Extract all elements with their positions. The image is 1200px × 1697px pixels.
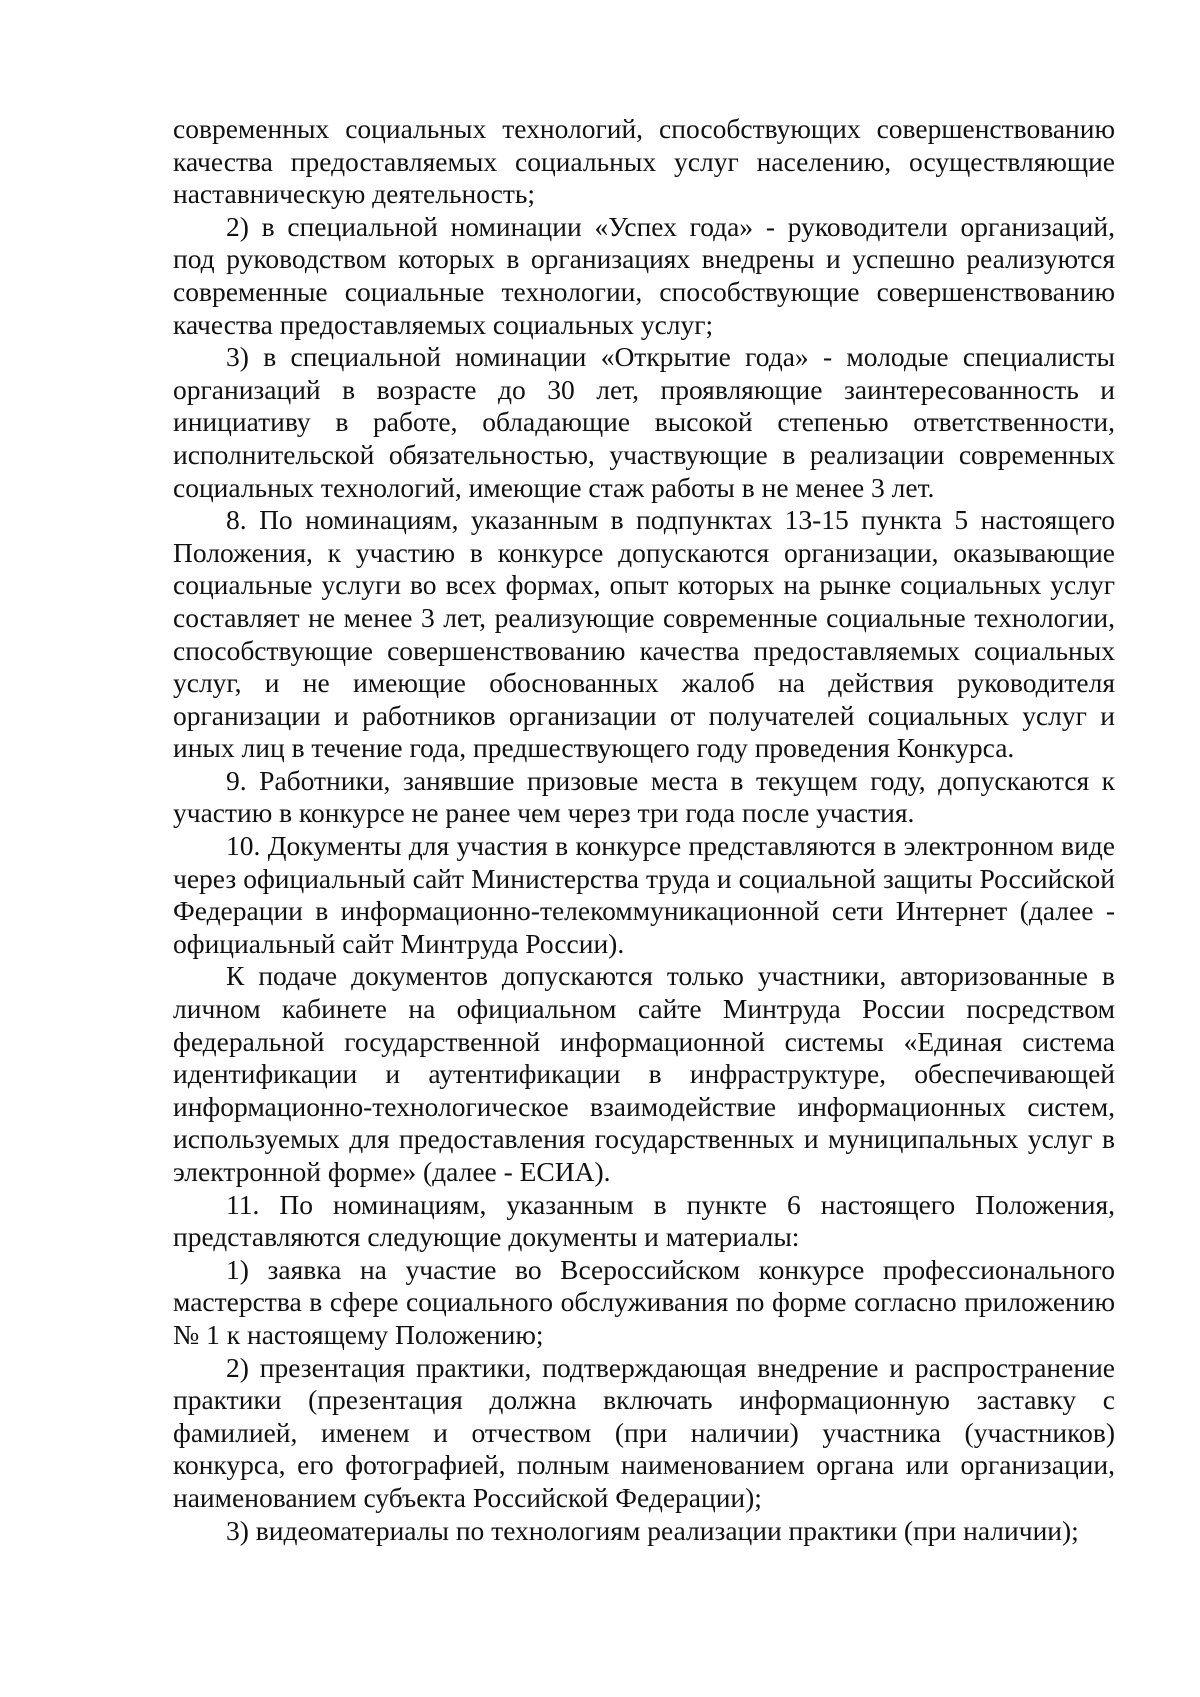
- paragraph-item-8: 8. По номинациям, указанным в подпунктах 13-15 пункта 5 настоящего Положения, к участию в конкурсе допускаются организации, оказывающие социальные услуги во всех формах, опыт которых на рынке социальных услуг составляет не менее 3 лет, реализующие современные социальные технологии, способствующие совершенствованию качества предоставляемых социальных услуг, и не имеющие обоснованных жалоб на действия руководителя организации и работников организации от получателей социальных услуг и иных лиц в течение года, предшествующего году проведения Конкурса.: [173, 504, 1115, 764]
- paragraph-subitem-2: 2) презентация практики, подтверждающая внедрение и распространение практики (презентация должна включать информационную заставку с фамилией, именем и отчеством (при наличии) участника (участников) конкурса, его фотографией, полным наименованием органа или организации, наименованием субъекта Российской Федерации);: [173, 1351, 1115, 1513]
- paragraph-item-10: 10. Документы для участия в конкурсе представляются в электронном виде через официальный сайт Министерства труда и социальной защиты Российской Федерации в информационно-телекоммуникационной сети Интернет (далее - официальный сайт Минтруда России).: [173, 830, 1115, 959]
- paragraph-discovery-of-year: 3) в специальной номинации «Открытие года» - молодые специалисты организаций в возрасте до 30 лет, проявляющие заинтересованность и инициативу в работе, обладающие высокой степенью ответственности, исполнительской обязательностью, участвующие в реализации современных социальных технологий, имеющие стаж работы в не менее 3 лет.: [173, 341, 1115, 503]
- paragraph-esia: К подаче документов допускаются только участники, авторизованные в личном кабинете на официальном сайте Минтруда России посредством федеральной государственной информационной системы «Единая система идентификации и аутентификации в инфраструктуре, обеспечивающей информационно-технологическое взаимодействие информационных систем, используемых для предоставления государственных и муниципальных услуг в электронной форме» (далее - ЕСИА).: [173, 960, 1115, 1187]
- paragraph-item-9: 9. Работники, занявшие призовые места в текущем году, допускаются к участию в конкурсе не ранее чем через три года после участия.: [173, 764, 1115, 829]
- document-body: [173, 113, 1115, 1547]
- paragraph-continuation: современных социальных технологий, способствующих совершенствованию качества предоставляемых социальных услуг населению, осуществляющие наставническую деятельность;: [173, 113, 1115, 210]
- paragraph-item-11: 11. По номинациям, указанным в пункте 6 настоящего Положения, представляются следующие документы и материалы:: [173, 1188, 1115, 1253]
- paragraph-subitem-3: 3) видеоматериалы по технологиям реализации практики (при наличии);: [226, 1514, 1079, 1546]
- paragraph-subitem-1: 1) заявка на участие во Всероссийском конкурсе профессионального мастерства в сфере социального обслуживания по форме согласно приложению № 1 к настоящему Положению;: [173, 1253, 1115, 1350]
- paragraph-success-of-year: 2) в специальной номинации «Успех года» - руководители организаций, под руководством которых в организациях внедрены и успешно реализуются современные социальные технологии, способствующие совершенствованию качества предоставляемых социальных услуг;: [173, 210, 1115, 340]
